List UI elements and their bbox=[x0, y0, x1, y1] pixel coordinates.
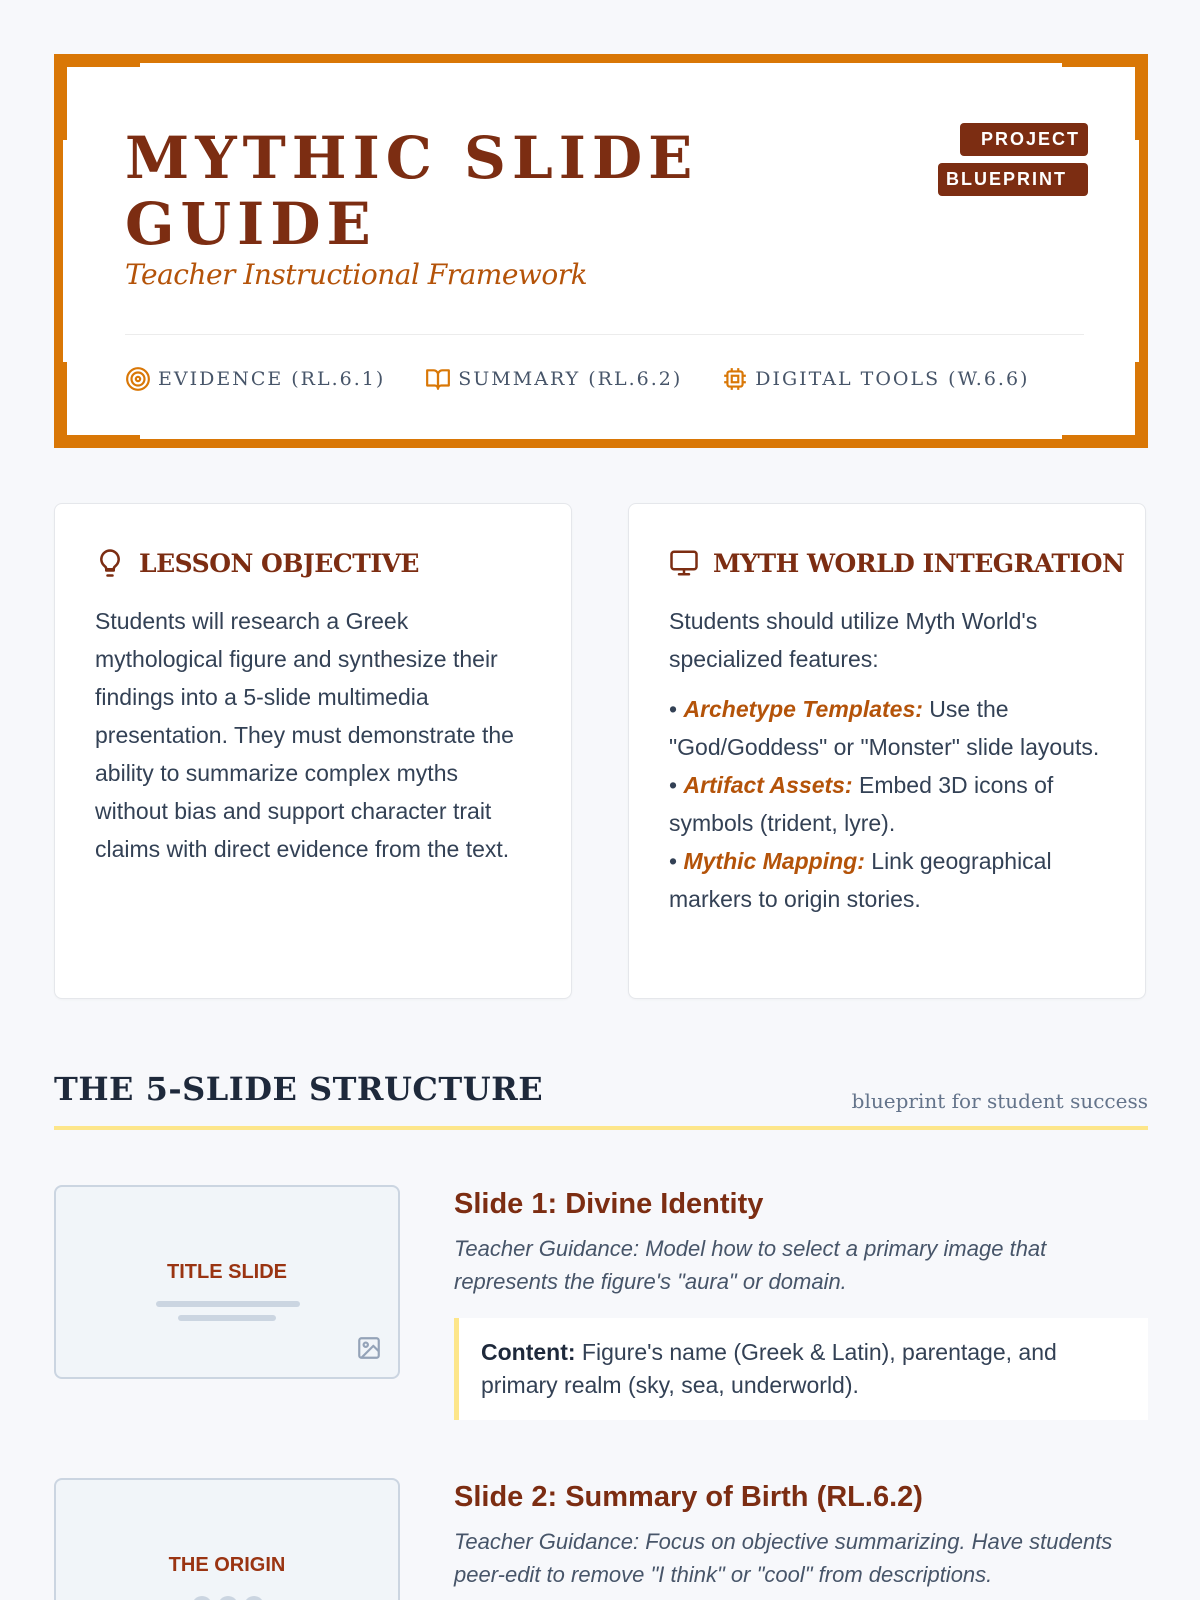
guide-header bbox=[54, 54, 1148, 448]
placeholder-line bbox=[178, 1315, 276, 1321]
card-title: MYTH WORLD INTEGRATION bbox=[713, 548, 1125, 578]
image-icon bbox=[356, 1335, 382, 1361]
guide-header-inner bbox=[63, 63, 1139, 439]
corner-notch bbox=[54, 362, 67, 448]
corner-notch bbox=[54, 54, 67, 140]
objective-text: Students will research a Greek mythological figure and synthesize their findings into a 5-slide multimedia presentation. They must demonstrate the ability to summarize complex myths without bias and support character trait claims with direct evidence from the text. bbox=[95, 608, 514, 862]
monitor-icon bbox=[669, 548, 699, 578]
thumbnail-label: THE ORIGIN bbox=[168, 1554, 286, 1576]
section-tagline: blueprint for student success bbox=[851, 1089, 1148, 1113]
feature-term: Archetype Templates: bbox=[683, 696, 923, 722]
section-divider bbox=[54, 1126, 1148, 1130]
teacher-guidance: Teacher Guidance: Focus on objective summarizing. Have students peer-edit to remove "I think" or "cool" from descriptions. bbox=[454, 1529, 1113, 1587]
feature-term: Artifact Assets: bbox=[683, 772, 853, 798]
header-divider bbox=[125, 334, 1084, 335]
myth-world-integration-card bbox=[628, 503, 1146, 999]
page-subtitle: Teacher Instructional Framework bbox=[125, 258, 588, 291]
feature-list bbox=[669, 690, 1111, 918]
section-title: THE 5-SLIDE STRUCTURE bbox=[54, 1070, 544, 1108]
placeholder-dots bbox=[192, 1596, 264, 1600]
corner-notch bbox=[1135, 362, 1148, 448]
tag-evidence bbox=[125, 366, 385, 392]
tag-label: SUMMARY (RL.6.2) bbox=[458, 368, 683, 390]
feature-text: Embed 3D icons of symbols (trident, lyre). bbox=[669, 772, 1054, 836]
integration-body bbox=[669, 602, 1111, 918]
feature-term: Mythic Mapping: bbox=[683, 848, 865, 874]
book-open-icon bbox=[425, 366, 451, 392]
teacher-guidance: Teacher Guidance: Model how to select a primary image that represents the figure's "aura" or domain. bbox=[454, 1236, 1047, 1294]
standards-tags bbox=[125, 366, 1029, 392]
card-title: LESSON OBJECTIVE bbox=[139, 548, 419, 578]
feature-text: Use the "God/Goddess" or "Monster" slide layouts. bbox=[669, 696, 1100, 760]
cpu-chip-icon bbox=[722, 366, 748, 392]
integration-intro: Students should utilize Myth World's specialized features: bbox=[669, 608, 1038, 672]
lesson-objective-card bbox=[54, 503, 572, 999]
list-item: • Archetype Templates: Use the "God/Goddess" or "Monster" slide layouts. bbox=[669, 696, 1100, 760]
slide-heading: Slide 2: Summary of Birth (RL.6.2) bbox=[454, 1481, 923, 1513]
content-text: Figure's name (Greek & Latin), parentage, and primary realm (sky, sea, underworld). bbox=[481, 1339, 1057, 1398]
placeholder-line bbox=[156, 1301, 300, 1307]
corner-notch bbox=[1135, 54, 1148, 140]
thumbnail-label: TITLE SLIDE bbox=[167, 1261, 287, 1283]
slide-content-box bbox=[454, 1318, 1148, 1420]
project-badge: PROJECT bbox=[960, 123, 1088, 156]
blueprint-badge: BLUEPRINT bbox=[938, 163, 1088, 196]
lightbulb-icon bbox=[95, 548, 125, 578]
content-label: Content: bbox=[481, 1339, 576, 1365]
slide-heading: Slide 1: Divine Identity bbox=[454, 1188, 764, 1220]
tag-label: DIGITAL TOOLS (W.6.6) bbox=[755, 368, 1030, 390]
slide-thumbnail bbox=[54, 1478, 400, 1600]
list-item: • Artifact Assets: Embed 3D icons of symbols (trident, lyre). bbox=[669, 772, 1054, 836]
card-header bbox=[95, 548, 419, 578]
feature-text: Link geographical markers to origin stories. bbox=[669, 848, 1052, 912]
tag-digital-tools bbox=[722, 366, 1029, 392]
tag-summary bbox=[425, 366, 682, 392]
slide-thumbnail bbox=[54, 1185, 400, 1379]
card-header bbox=[669, 548, 1124, 578]
target-icon bbox=[125, 366, 151, 392]
tag-label: EVIDENCE (RL.6.1) bbox=[158, 368, 386, 390]
page-title: MYTHIC SLIDE GUIDE bbox=[125, 124, 699, 258]
list-item: • Mythic Mapping: Link geographical markers to origin stories. bbox=[669, 848, 1052, 912]
